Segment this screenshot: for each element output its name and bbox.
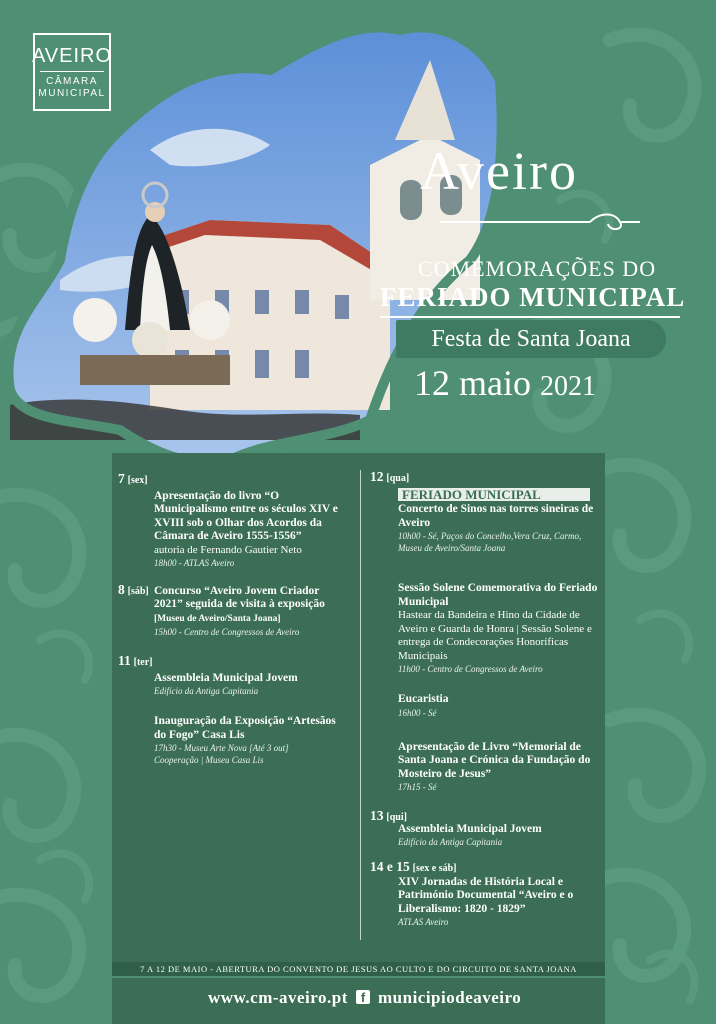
date-year: 2021 [539, 371, 596, 402]
event-title: Sessão Solene Comemorativa do Feriado Municipal [398, 582, 598, 608]
event-day: 7 [118, 471, 125, 486]
event-title: Concurso “Aveiro Jovem Criador 2021” seguida de visita à exposição [154, 584, 325, 610]
logo-camara: CÂMARA [46, 75, 98, 87]
event-weekday: [sex] [127, 475, 148, 486]
event-day: 11 [118, 653, 131, 668]
event-weekday: [qua] [386, 473, 410, 484]
event-may-13 [370, 809, 598, 848]
event-day: 12 [370, 469, 384, 484]
holiday-heading: FERIADO MUNICIPAL [380, 282, 686, 312]
event-detail: ATLAS Aveiro [398, 917, 449, 927]
flourish-ornament [440, 212, 640, 232]
event-weekday: [sáb] [127, 586, 149, 597]
event-may-11 [118, 654, 350, 697]
event-detail: Edifício da Antiga Capitania [398, 837, 503, 847]
left-column [118, 472, 350, 766]
logo-city: AVEIRO [31, 44, 113, 67]
event-title: Inauguração da Exposição “Artesãos do Fogo” Casa Lis [154, 715, 336, 741]
title-divider [380, 316, 680, 318]
festival-label: Festa de Santa Joana [396, 320, 666, 358]
event-date [414, 362, 596, 404]
event-day: 13 [370, 808, 384, 823]
event-mass [398, 693, 598, 719]
event-may-12 [370, 470, 598, 793]
footer [112, 978, 605, 1024]
event-detail-cooperation: Cooperação | Museu Casa Lis [154, 755, 264, 765]
event-day: 14 e 15 [370, 859, 410, 874]
event-detail: 11h00 - Centro de Congressos de Aveiro [398, 664, 543, 674]
event-note: autoria de Fernando Gautier Neto [154, 543, 302, 556]
event-exhibition [154, 715, 350, 766]
event-title: XIV Jornadas de História Local e Património Documental “Aveiro e o Liberalismo: 1820 - 1829” [398, 875, 574, 915]
event-title: Eucaristia [398, 693, 449, 705]
facebook-link[interactable]: municipiodeaveiro [378, 988, 522, 1007]
facebook-icon: f [356, 990, 370, 1004]
event-title: Concerto de Sinos nas torres sineiras de Aveiro [398, 503, 594, 529]
event-book [398, 741, 598, 794]
event-title: Assembleia Municipal Jovem [154, 671, 298, 684]
event-detail: 17h30 - Museu Arte Nova [Até 3 out] [154, 743, 289, 753]
event-day: 8 [118, 582, 125, 597]
event-title: Apresentação do livro “O Municipalismo entre os séculos XIV e XVIII sob o Olhar dos Acordos da Câmara de Aveiro 1555-1556” [154, 489, 338, 542]
event-weekday: [qui] [386, 812, 407, 823]
right-column [370, 470, 598, 928]
convent-opening-band: 7 A 12 DE MAIO - ABERTURA DO CONVENTO DE JESUS AO CULTO E DO CIRCUITO DE SANTA JOANA [112, 962, 605, 976]
event-detail: 15h00 - Centro de Congressos de Aveiro [154, 627, 300, 637]
holiday-label: FERIADO MUNICIPAL [398, 488, 590, 502]
event-detail: 16h00 - Sé [398, 707, 437, 718]
event-title: Assembleia Municipal Jovem [398, 822, 542, 835]
logo-divider [40, 71, 104, 72]
event-location: [Museu de Aveiro/Santa Joana] [154, 613, 281, 624]
logo-municipal: MUNICIPAL [38, 87, 106, 99]
event-weekday: [sex e sáb] [412, 863, 457, 874]
event-detail: Edifício da Antiga Capitania [154, 686, 259, 696]
event-detail: 18h00 - ATLAS Aveiro [154, 558, 235, 568]
event-session [398, 582, 598, 675]
website-link[interactable]: www.cm-aveiro.pt [208, 988, 348, 1007]
city-title: Aveiro [420, 141, 578, 201]
date-day-month: 12 maio [414, 363, 531, 403]
event-weekday: [ter] [133, 657, 153, 668]
event-detail: 10h00 - Sé, Paços do Concelho,Vera Cruz, Carmo, Museu de Aveiro/Santa Joana [398, 531, 582, 553]
event-title: Apresentação de Livro “Memorial de Santa Joana e Crónica da Fundação do Mosteiro de Jesus” [398, 740, 591, 780]
commemorations-heading: COMEMORAÇÕES DO [418, 256, 657, 281]
event-may-14-15 [370, 860, 598, 928]
event-may-8 [118, 583, 350, 638]
event-detail: 17h15 - Sé [398, 782, 437, 792]
event-note: Hastear da Bandeira e Hino da Cidade de Aveiro e Guarda de Honra | Sessão Solene e entrega de Condecorações Honoríficas Municipais [398, 609, 592, 662]
aveiro-logo [33, 33, 111, 111]
event-may-7 [118, 472, 350, 569]
column-divider [360, 470, 361, 940]
